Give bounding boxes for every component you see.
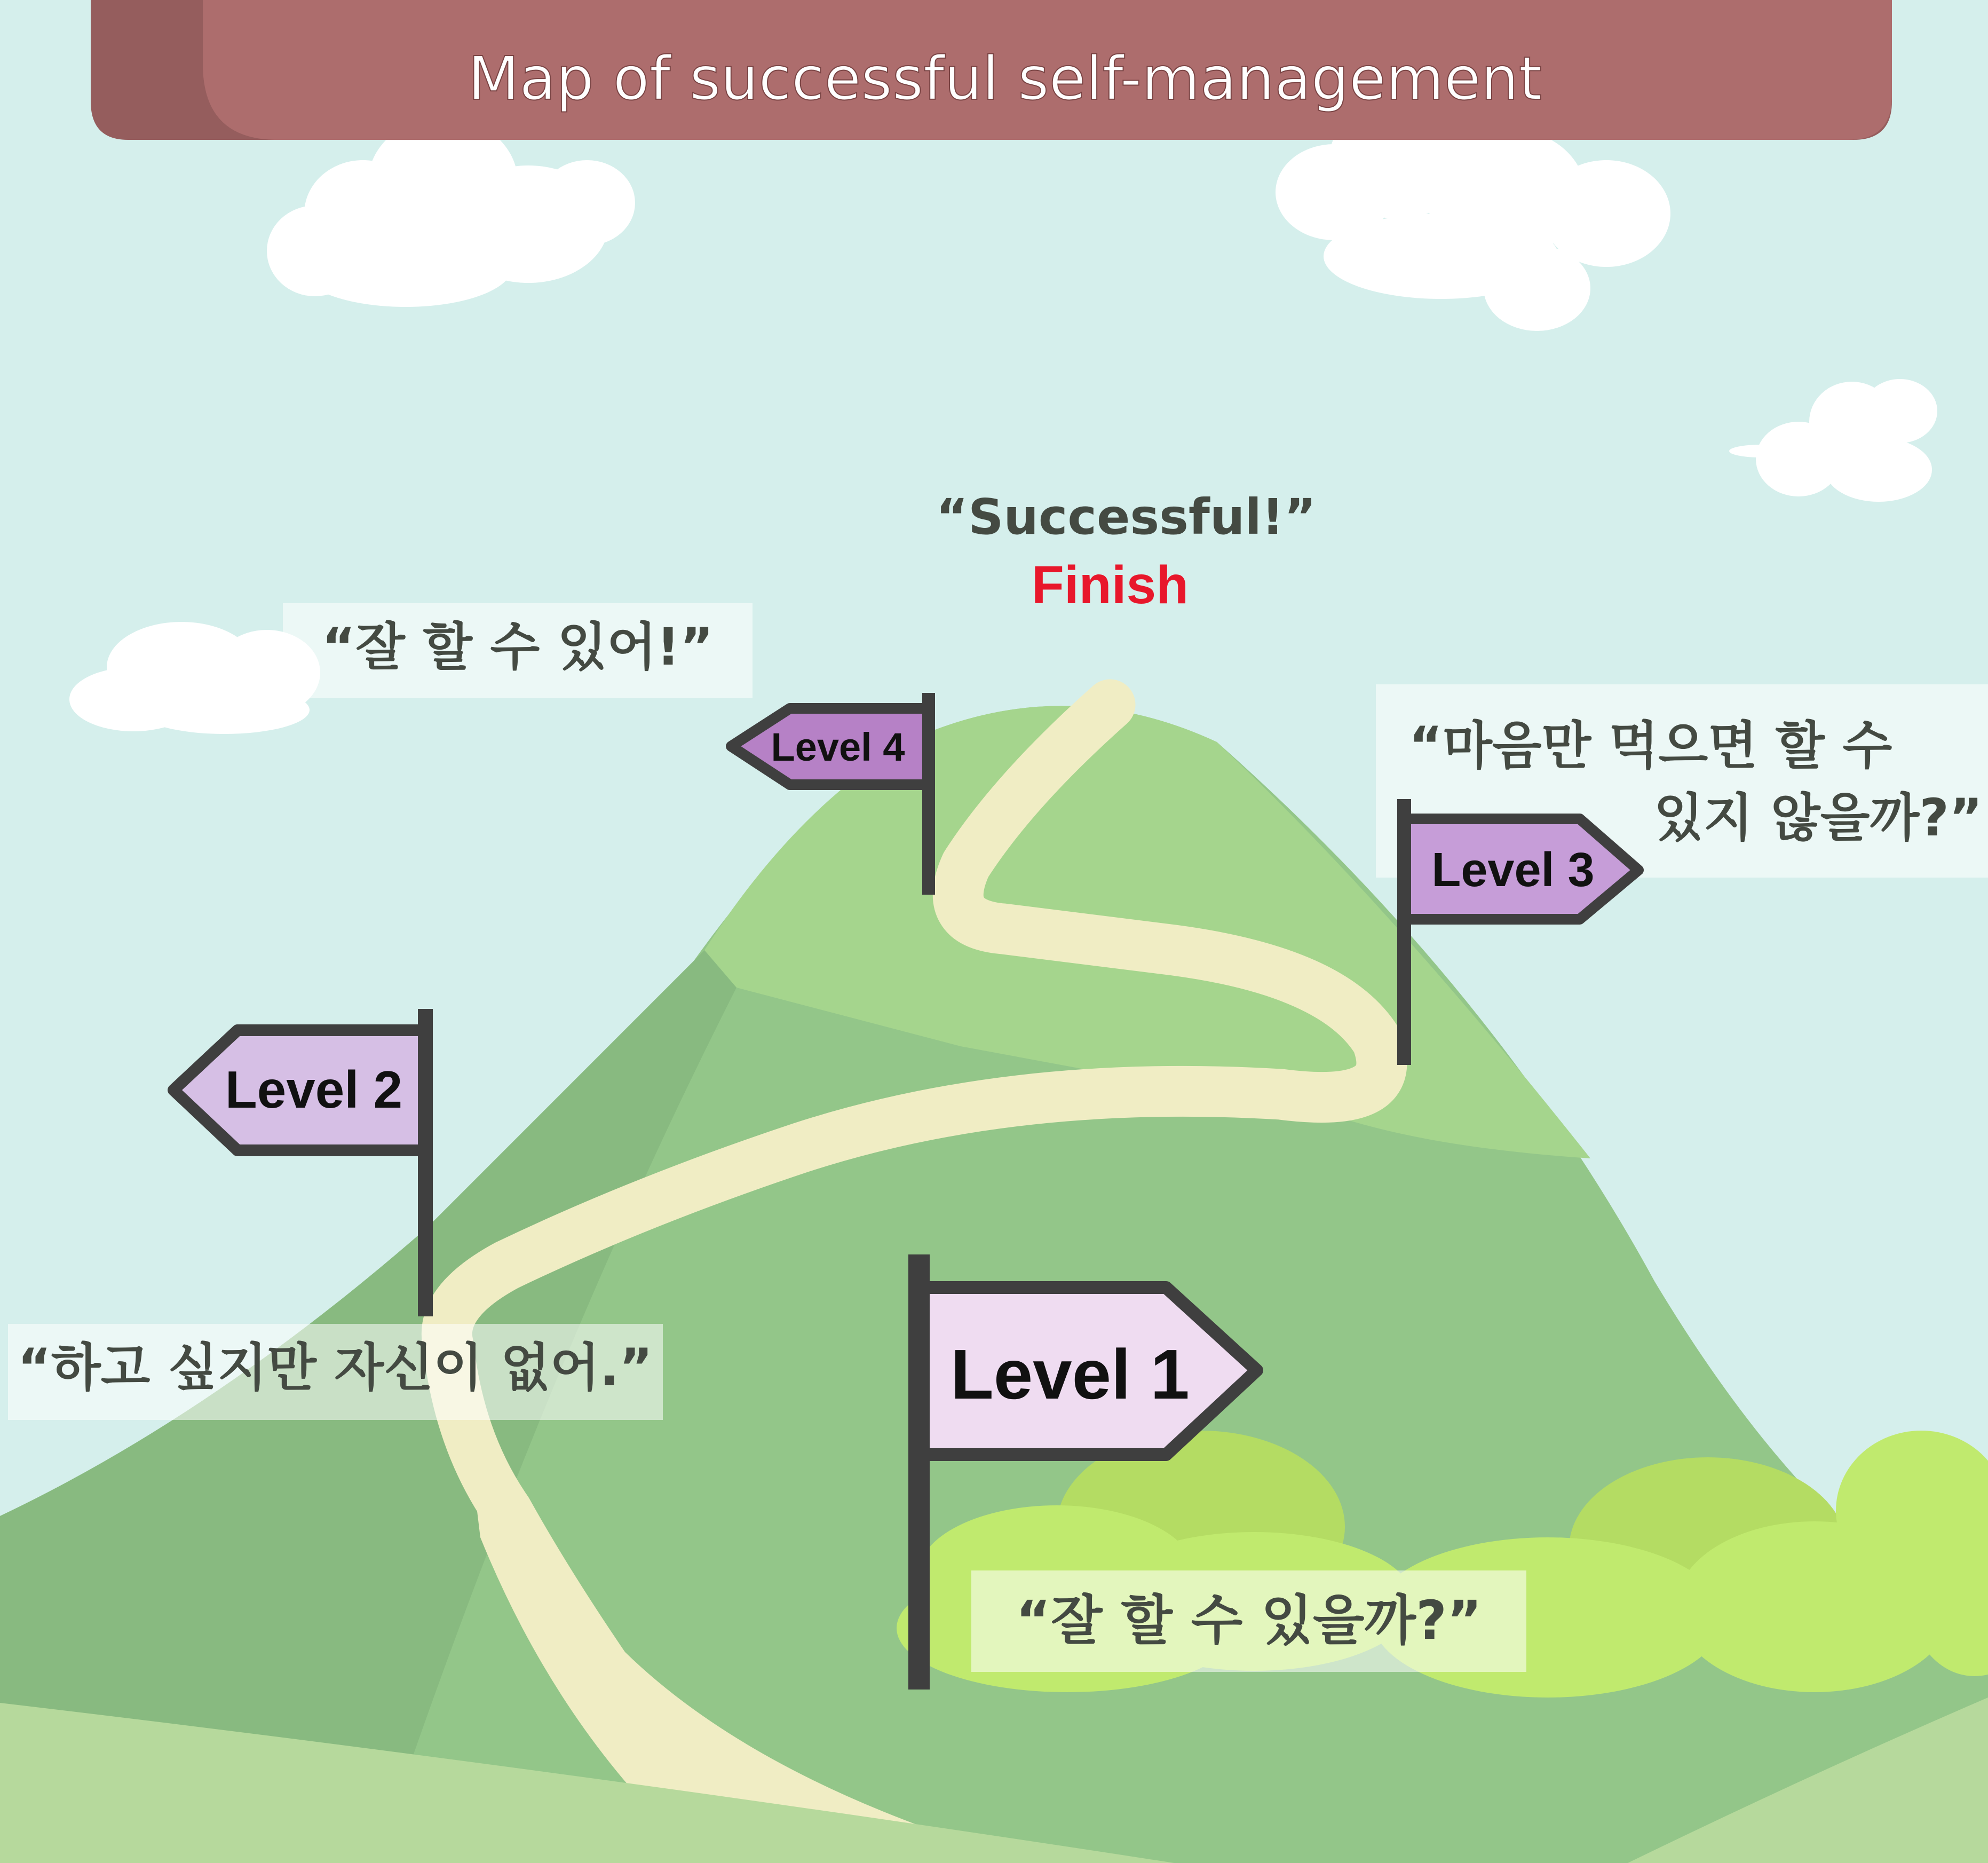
map-title: Map of successful self-management bbox=[468, 44, 1542, 114]
level3-label: Level 3 bbox=[1431, 843, 1595, 897]
level2-quote: “하고 싶지만 자신이 없어.” bbox=[17, 1338, 653, 1398]
level1-quote: “잘 할 수 있을까?” bbox=[1016, 1589, 1482, 1652]
level3-quote-line2: 있지 않을까?” bbox=[1654, 788, 1983, 848]
finish-label: Finish bbox=[1031, 555, 1189, 615]
level1-label: Level 1 bbox=[951, 1335, 1190, 1414]
level3-quote-line1: “마음만 먹으면 할 수 bbox=[1409, 716, 1892, 776]
level1-flag-pole bbox=[908, 1254, 930, 1690]
level4-label: Level 4 bbox=[771, 725, 905, 769]
level4-flag-pole bbox=[922, 693, 935, 895]
level3-flag-pole bbox=[1397, 799, 1411, 1065]
level2-flag-pole bbox=[418, 1009, 433, 1316]
goal-quote: “Successful!” bbox=[936, 488, 1317, 546]
level2-label: Level 2 bbox=[225, 1060, 403, 1119]
level4-quote: “잘 할 수 있어!” bbox=[322, 617, 714, 677]
